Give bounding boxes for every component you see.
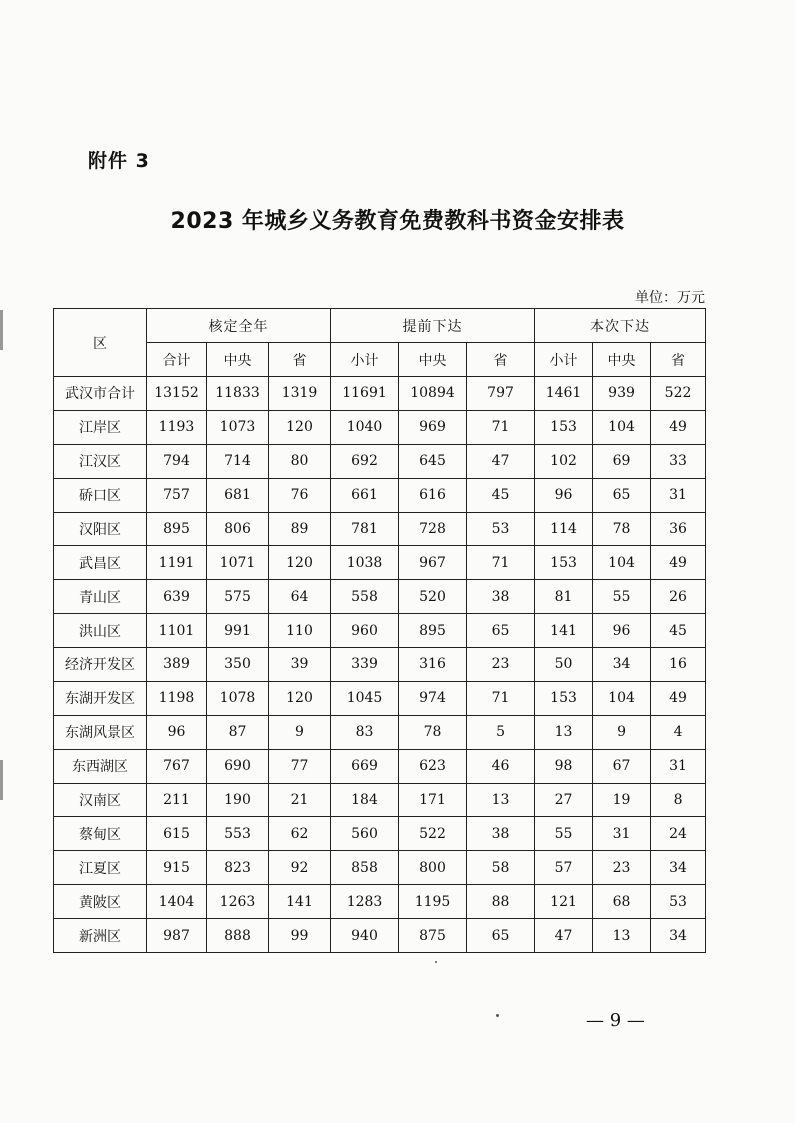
table-cell: 24 [651, 817, 706, 851]
table-cell: 120 [269, 681, 331, 715]
district-name: 蔡甸区 [54, 817, 147, 851]
table-row [54, 478, 706, 512]
table-cell: 1319 [269, 377, 331, 411]
table-cell: 65 [467, 614, 535, 648]
table-row [54, 546, 706, 580]
table-row [54, 715, 706, 749]
table-cell: 1073 [207, 410, 269, 444]
table-cell: 65 [467, 919, 535, 953]
table-cell: 62 [269, 817, 331, 851]
table-cell: 153 [535, 681, 593, 715]
table-cell: 4 [651, 715, 706, 749]
scan-speck [435, 961, 437, 963]
table-cell: 681 [207, 478, 269, 512]
table-cell: 88 [467, 885, 535, 919]
district-name: 汉南区 [54, 783, 147, 817]
table-cell: 1404 [147, 885, 207, 919]
district-name: 新洲区 [54, 919, 147, 953]
table-cell: 57 [535, 851, 593, 885]
table-cell: 940 [331, 919, 399, 953]
subcolumn-header: 小计 [331, 343, 399, 377]
page-number: — 9 — [586, 1010, 645, 1031]
table-cell: 661 [331, 478, 399, 512]
table-cell: 522 [651, 377, 706, 411]
table-cell: 120 [269, 546, 331, 580]
table-cell: 969 [399, 410, 467, 444]
table-cell: 31 [651, 478, 706, 512]
table-cell: 875 [399, 919, 467, 953]
table-row [54, 919, 706, 953]
table-cell: 110 [269, 614, 331, 648]
table-cell: 26 [651, 580, 706, 614]
table-cell: 71 [467, 681, 535, 715]
table-cell: 55 [593, 580, 651, 614]
table-cell: 575 [207, 580, 269, 614]
table-cell: 915 [147, 851, 207, 885]
table-cell: 53 [467, 512, 535, 546]
table-row [54, 512, 706, 546]
table-cell: 96 [593, 614, 651, 648]
table-cell: 65 [593, 478, 651, 512]
table-row [54, 851, 706, 885]
table-cell: 5 [467, 715, 535, 749]
table-cell: 89 [269, 512, 331, 546]
unit-label: 单位：万元 [635, 290, 705, 306]
table-cell: 991 [207, 614, 269, 648]
district-name: 黄陂区 [54, 885, 147, 919]
table-cell: 55 [535, 817, 593, 851]
table-cell: 8 [651, 783, 706, 817]
subcolumn-header: 小计 [535, 343, 593, 377]
table-cell: 13 [593, 919, 651, 953]
table-cell: 9 [269, 715, 331, 749]
district-name: 东湖开发区 [54, 681, 147, 715]
table-cell: 190 [207, 783, 269, 817]
table-cell: 781 [331, 512, 399, 546]
table-cell: 46 [467, 749, 535, 783]
table-cell: 78 [399, 715, 467, 749]
table-cell: 96 [535, 478, 593, 512]
table-cell: 98 [535, 749, 593, 783]
table-cell: 1038 [331, 546, 399, 580]
table-cell: 80 [269, 444, 331, 478]
table-cell: 806 [207, 512, 269, 546]
group-header-annual: 核定全年 [147, 309, 331, 343]
table-cell: 102 [535, 444, 593, 478]
table-cell: 1283 [331, 885, 399, 919]
table-cell: 53 [651, 885, 706, 919]
table-cell: 960 [331, 614, 399, 648]
district-header: 区 [54, 309, 147, 377]
attachment-label: 附件 3 [88, 150, 150, 172]
group-header-current: 本次下达 [535, 309, 706, 343]
table-cell: 669 [331, 749, 399, 783]
table-cell: 350 [207, 648, 269, 682]
table-cell: 1071 [207, 546, 269, 580]
table-cell: 45 [651, 614, 706, 648]
table-cell: 38 [467, 580, 535, 614]
table-cell: 36 [651, 512, 706, 546]
district-name: 武昌区 [54, 546, 147, 580]
table-cell: 560 [331, 817, 399, 851]
subcolumn-header: 省 [467, 343, 535, 377]
table-cell: 31 [651, 749, 706, 783]
table-row [54, 648, 706, 682]
table-cell: 49 [651, 546, 706, 580]
table-cell: 13 [467, 783, 535, 817]
table-cell: 1193 [147, 410, 207, 444]
district-name: 东湖风景区 [54, 715, 147, 749]
table-cell: 987 [147, 919, 207, 953]
table-cell: 153 [535, 546, 593, 580]
table-cell: 522 [399, 817, 467, 851]
district-name: 经济开发区 [54, 648, 147, 682]
subcolumn-header: 中央 [399, 343, 467, 377]
table-cell: 623 [399, 749, 467, 783]
table-cell: 13 [535, 715, 593, 749]
table-row [54, 681, 706, 715]
table-cell: 153 [535, 410, 593, 444]
table-cell: 87 [207, 715, 269, 749]
table-cell: 71 [467, 546, 535, 580]
table-cell: 141 [535, 614, 593, 648]
table-cell: 1101 [147, 614, 207, 648]
table-row [54, 614, 706, 648]
table-cell: 45 [467, 478, 535, 512]
table-cell: 211 [147, 783, 207, 817]
table-cell: 939 [593, 377, 651, 411]
table-cell: 104 [593, 546, 651, 580]
district-name: 洪山区 [54, 614, 147, 648]
table-cell: 1461 [535, 377, 593, 411]
table-cell: 34 [651, 919, 706, 953]
table-cell: 823 [207, 851, 269, 885]
funding-table [53, 308, 706, 953]
table-cell: 389 [147, 648, 207, 682]
table-cell: 114 [535, 512, 593, 546]
table-cell: 71 [467, 410, 535, 444]
table-cell: 645 [399, 444, 467, 478]
table-cell: 50 [535, 648, 593, 682]
table-cell: 81 [535, 580, 593, 614]
table-cell: 49 [651, 681, 706, 715]
table-row [54, 817, 706, 851]
table-cell: 13152 [147, 377, 207, 411]
table-cell: 77 [269, 749, 331, 783]
table-cell: 99 [269, 919, 331, 953]
table-cell: 9 [593, 715, 651, 749]
table-cell: 184 [331, 783, 399, 817]
table-cell: 974 [399, 681, 467, 715]
table-cell: 616 [399, 478, 467, 512]
table-row [54, 410, 706, 444]
table-cell: 800 [399, 851, 467, 885]
table-cell: 21 [269, 783, 331, 817]
table-cell: 31 [593, 817, 651, 851]
table-cell: 33 [651, 444, 706, 478]
table-cell: 757 [147, 478, 207, 512]
table-cell: 104 [593, 410, 651, 444]
group-header-advance: 提前下达 [331, 309, 535, 343]
table-cell: 11833 [207, 377, 269, 411]
table-cell: 47 [535, 919, 593, 953]
table-cell: 714 [207, 444, 269, 478]
table-cell: 96 [147, 715, 207, 749]
table-cell: 895 [399, 614, 467, 648]
district-name: 青山区 [54, 580, 147, 614]
table-row [54, 444, 706, 478]
table-cell: 47 [467, 444, 535, 478]
table-cell: 1191 [147, 546, 207, 580]
table-cell: 553 [207, 817, 269, 851]
table-row [54, 377, 706, 411]
table-cell: 27 [535, 783, 593, 817]
table-cell: 639 [147, 580, 207, 614]
table-cell: 23 [593, 851, 651, 885]
subcolumn-header: 合计 [147, 343, 207, 377]
district-name: 汉阳区 [54, 512, 147, 546]
table-cell: 171 [399, 783, 467, 817]
table-cell: 858 [331, 851, 399, 885]
table-cell: 83 [331, 715, 399, 749]
scan-edge-mark [0, 310, 3, 350]
table-cell: 34 [651, 851, 706, 885]
table-cell: 895 [147, 512, 207, 546]
table-cell: 69 [593, 444, 651, 478]
subcolumn-header: 中央 [593, 343, 651, 377]
table-cell: 16 [651, 648, 706, 682]
table-cell: 339 [331, 648, 399, 682]
district-name: 武汉市合计 [54, 377, 147, 411]
table-cell: 692 [331, 444, 399, 478]
table-cell: 64 [269, 580, 331, 614]
table-cell: 120 [269, 410, 331, 444]
table-row [54, 580, 706, 614]
table-cell: 690 [207, 749, 269, 783]
table-cell: 767 [147, 749, 207, 783]
table-row [54, 885, 706, 919]
scan-edge-mark [0, 760, 3, 800]
table-cell: 1078 [207, 681, 269, 715]
table-cell: 728 [399, 512, 467, 546]
subcolumn-header: 中央 [207, 343, 269, 377]
table-cell: 92 [269, 851, 331, 885]
district-name: 东西湖区 [54, 749, 147, 783]
table-cell: 967 [399, 546, 467, 580]
table-cell: 23 [467, 648, 535, 682]
subcolumn-header: 省 [269, 343, 331, 377]
district-name: 硚口区 [54, 478, 147, 512]
table-cell: 794 [147, 444, 207, 478]
table-row [54, 749, 706, 783]
table-cell: 58 [467, 851, 535, 885]
table-cell: 888 [207, 919, 269, 953]
table-cell: 78 [593, 512, 651, 546]
table-cell: 1198 [147, 681, 207, 715]
table-cell: 1195 [399, 885, 467, 919]
table-cell: 558 [331, 580, 399, 614]
district-name: 江岸区 [54, 410, 147, 444]
table-cell: 1040 [331, 410, 399, 444]
table-cell: 39 [269, 648, 331, 682]
table-cell: 104 [593, 681, 651, 715]
district-name: 江汉区 [54, 444, 147, 478]
table-cell: 68 [593, 885, 651, 919]
table-cell: 19 [593, 783, 651, 817]
document-title: 2023 年城乡义务教育免费教科书资金安排表 [170, 209, 625, 234]
table-cell: 49 [651, 410, 706, 444]
subcolumn-header: 省 [651, 343, 706, 377]
district-name: 江夏区 [54, 851, 147, 885]
table-cell: 121 [535, 885, 593, 919]
table-cell: 10894 [399, 377, 467, 411]
scan-speck [496, 1014, 499, 1017]
table-cell: 38 [467, 817, 535, 851]
table-cell: 316 [399, 648, 467, 682]
table-cell: 1263 [207, 885, 269, 919]
table-cell: 141 [269, 885, 331, 919]
table-cell: 11691 [331, 377, 399, 411]
table-cell: 520 [399, 580, 467, 614]
table-cell: 797 [467, 377, 535, 411]
table-cell: 76 [269, 478, 331, 512]
table-cell: 1045 [331, 681, 399, 715]
table-cell: 34 [593, 648, 651, 682]
table-cell: 67 [593, 749, 651, 783]
table-row [54, 783, 706, 817]
table-cell: 615 [147, 817, 207, 851]
